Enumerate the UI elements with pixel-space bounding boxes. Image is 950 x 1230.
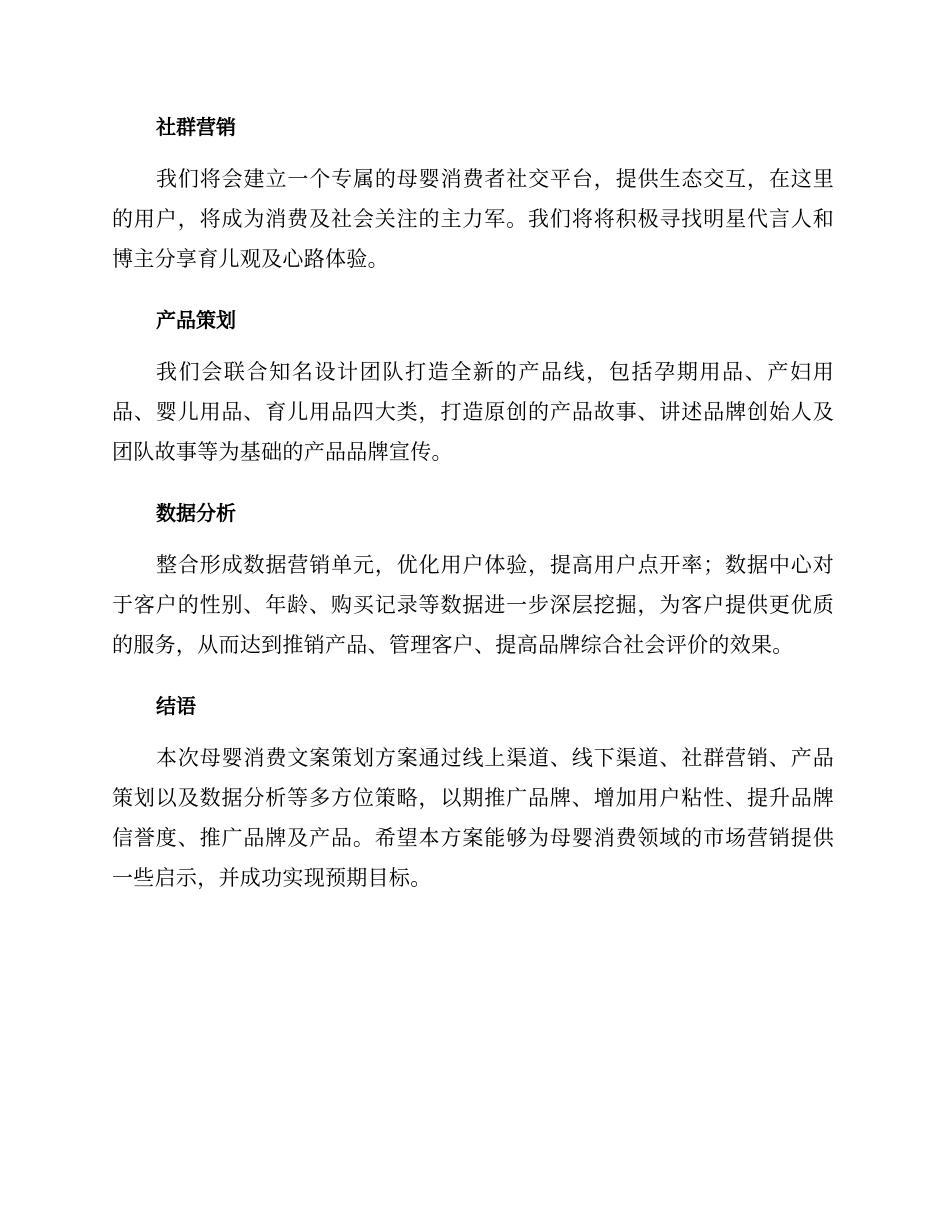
section-heading: 结语	[156, 694, 196, 718]
section-product-planning	[112, 299, 834, 472]
section-paragraph: 我们会联合知名设计团队打造全新的产品线，包括孕期用品、产妇用品、婴儿用品、育儿用品四大类，打造原创的产品故事、讲述品牌创始人及团队故事等为基础的产品品牌宣传。	[112, 360, 834, 464]
section-paragraph: 我们将会建立一个专属的母婴消费者社交平台，提供生态交互，在这里的用户，将成为消费及社会关注的主力军。我们将将积极寻找明星代言人和博主分享育儿观及心路体验。	[112, 167, 834, 271]
section-paragraph: 整合形成数据营销单元，优化用户体验，提高用户点开率；数据中心对于客户的性别、年龄、购买记录等数据进一步深层挖掘，为客户提供更优质的服务，从而达到推销产品、管理客户、提高品牌综合社会评价的效果。	[112, 553, 834, 657]
section-heading: 社群营销	[156, 115, 236, 139]
document-content	[112, 106, 834, 918]
section-heading: 产品策划	[156, 308, 236, 332]
section-conclusion	[112, 685, 834, 898]
section-heading: 数据分析	[156, 501, 236, 525]
section-community-marketing	[112, 106, 834, 279]
section-paragraph: 本次母婴消费文案策划方案通过线上渠道、线下渠道、社群营销、产品策划以及数据分析等多方位策略，以期推广品牌、增加用户粘性、提升品牌信誉度、推广品牌及产品。希望本方案能够为母婴消费领域的市场营销提供一些启示，并成功实现预期目标。	[112, 746, 834, 890]
section-data-analysis	[112, 492, 834, 665]
